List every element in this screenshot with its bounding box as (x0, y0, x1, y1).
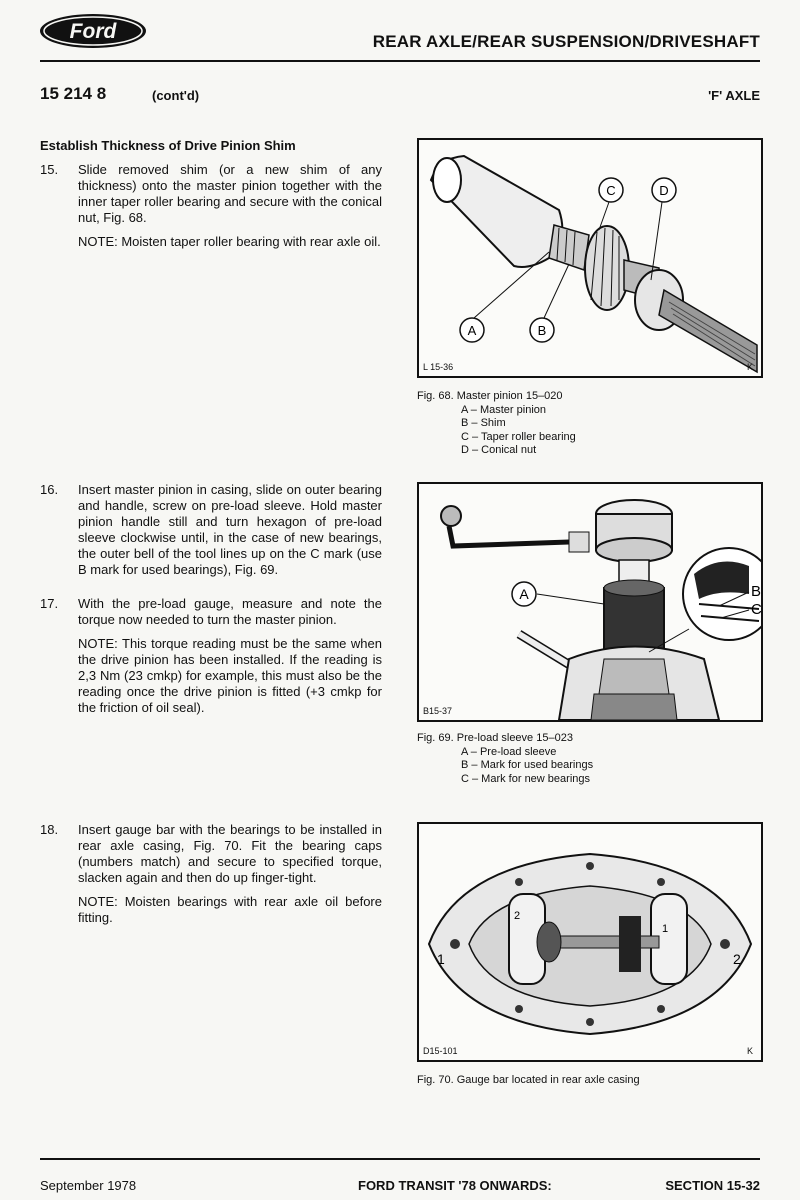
figure-68 (417, 138, 763, 378)
figure-69-caption (417, 732, 593, 786)
svg-text:C: C (606, 183, 616, 198)
svg-text:B: B (537, 323, 547, 338)
gauge-bar-illustration (419, 824, 761, 1060)
step-text: Slide removed shim (or a new shim of any thickness) onto the master pinion together with the inner taper roller bearing and secure with the conical nut, Fig. 68. (78, 162, 382, 225)
master-pinion-illustration (419, 140, 761, 376)
step-text: With the pre-load gauge, measure and note the torque now needed to turn the master pinion. (78, 596, 382, 627)
caption-item: A – Master pinion (461, 403, 546, 416)
figure-70-caption (417, 1074, 640, 1088)
footer-section: SECTION 15-32 (665, 1178, 760, 1193)
step-text: Insert gauge bar with the bearings to be installed in rear axle casing, Fig. 70. Fit the bearing caps (numbers match) and secure to specified torque, slacken again and then do up finger-tight. (78, 822, 382, 885)
step-15 (40, 162, 382, 250)
caption-item: B – Shim (461, 417, 506, 429)
callout-b: B (751, 583, 761, 600)
subheading: Establish Thickness of Drive Pinion Shim (40, 138, 296, 153)
caption-item: A – Pre-load sleeve (461, 745, 557, 758)
footer-rule (40, 1158, 760, 1160)
svg-text:A: A (467, 323, 477, 338)
step-note: NOTE: Moisten bearings with rear axle oil before fitting. (78, 894, 382, 925)
continued-label: (cont'd) (152, 88, 200, 103)
svg-text:D: D (659, 183, 669, 198)
step-16 (40, 482, 382, 578)
caption-title: Fig. 70. Gauge bar located in rear axle casing (417, 1074, 640, 1086)
caption-item: C – Taper roller bearing (461, 430, 576, 443)
figure-70 (417, 822, 763, 1062)
caption-item: C – Mark for new bearings (461, 772, 590, 785)
figure-corner-mark: K (746, 362, 753, 372)
step-number: 15. (40, 162, 59, 177)
page-header-title: REAR AXLE/REAR SUSPENSION/DRIVESHAFT (372, 32, 760, 51)
caption-item: D – Conical nut (461, 444, 537, 456)
caption-title: Fig. 69. Pre-load sleeve 15–023 (417, 732, 573, 744)
header-rule (40, 60, 760, 62)
callout-1-right: 1 (662, 923, 669, 935)
step-17 (40, 596, 382, 716)
step-18 (40, 822, 382, 926)
callout-1-left: 1 (437, 951, 445, 967)
callout-c: C (751, 601, 761, 618)
caption-title: Fig. 68. Master pinion 15–020 (417, 390, 563, 402)
ford-logo (38, 12, 148, 50)
figure-code: B15-37 (423, 706, 453, 716)
logo-text: Ford (69, 20, 117, 43)
figure-corner-mark: K (746, 1046, 753, 1056)
svg-text:A: A (519, 586, 529, 602)
section-number: 15 214 8 (40, 84, 107, 103)
axle-type-label: 'F' AXLE (708, 88, 760, 103)
step-text: Insert master pinion in casing, slide on outer bearing and handle, screw on pre-load sleeve. Hold master pinion handle still and turn hexagon of pre-load sleeve clockwise until, in the case of new bearings, the outer bell of the tool lines up on the C mark (use B mark for used bearings), Fig. 69. (78, 482, 382, 577)
step-number: 16. (40, 482, 59, 497)
figure-69 (417, 482, 763, 722)
pre-load-sleeve-illustration (419, 484, 761, 720)
step-note: NOTE: Moisten taper roller bearing with rear axle oil. (78, 234, 381, 249)
callout-2-right: 2 (733, 951, 741, 967)
figure-68-caption (417, 390, 576, 458)
step-note: NOTE: This torque reading must be the same when the drive pinion has been installed. If the reading is 2,3 Nm (23 cmkp) for example, this must also be the reading once the drive pinion is fitted (+3 cmkp for the friction of oil seal). (78, 636, 382, 715)
footer-title: FORD TRANSIT '78 ONWARDS: (358, 1178, 552, 1193)
footer-date: September 1978 (40, 1178, 137, 1193)
step-number: 18. (40, 822, 59, 837)
step-number: 17. (40, 596, 59, 611)
caption-item: B – Mark for used bearings (461, 759, 594, 771)
figure-code: D15-101 (423, 1046, 458, 1056)
figure-code: L 15-36 (423, 362, 454, 372)
callout-2-left: 2 (514, 910, 521, 922)
